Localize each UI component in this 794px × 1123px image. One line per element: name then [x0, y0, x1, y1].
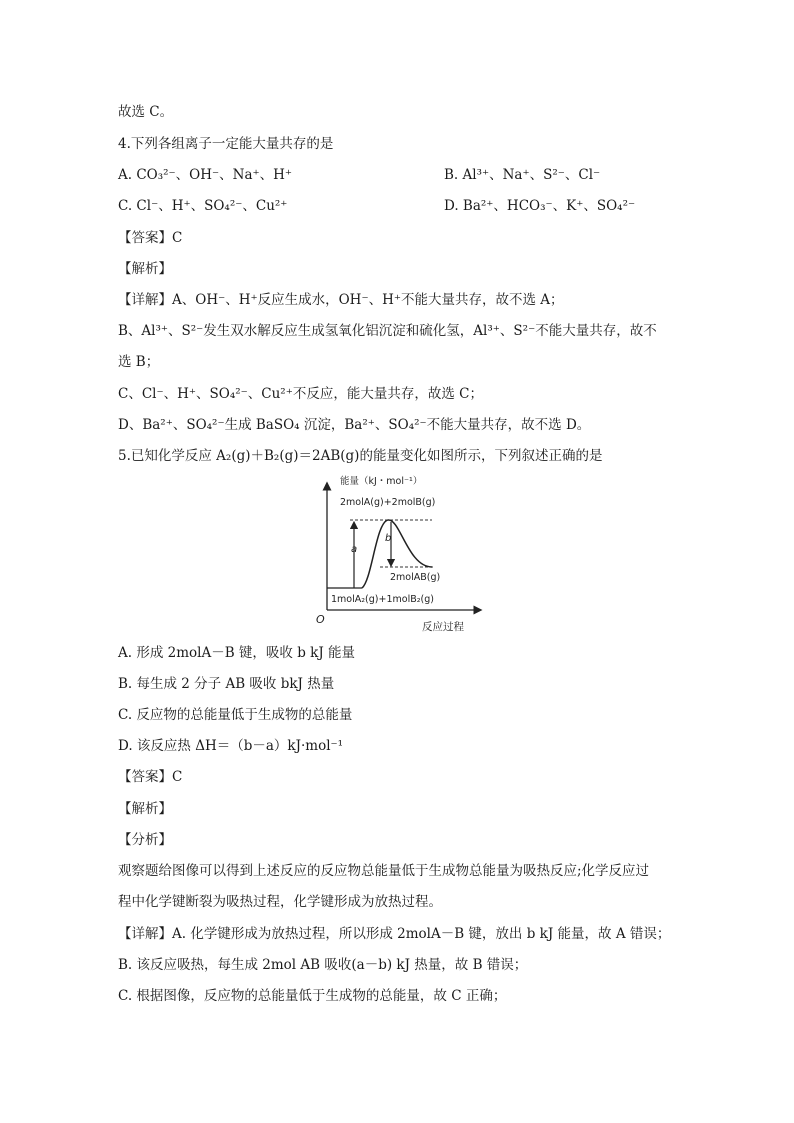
q5-fenxi-text-1: 观察题给图像可以得到上述反应的反应物总能量低于生成物总能量为吸热反应;化学反应过	[118, 863, 650, 879]
q4-detail-c: C、Cl⁻、H⁺、SO₄²⁻、Cu²⁺不反应，能大量共存，故选 C；	[118, 386, 483, 402]
y-axis-label: 能量（kJ・mol⁻¹）	[340, 476, 423, 487]
product-label: 2molAB(g)	[390, 572, 441, 583]
x-axis-label: 反应过程	[422, 621, 464, 633]
q5-detail-a: 【详解】A. 化学键形成为放热过程，所以形成 2molA－B 键，放出 b kJ 能量，故 A 错误；	[118, 926, 671, 942]
q5-option-d: D. 该反应热 ΔH＝（b－a）kJ·mol⁻¹	[118, 738, 344, 754]
q4-option-b: B. Al³⁺、Na⁺、S²⁻、Cl⁻	[444, 167, 601, 183]
q5-answer: 【答案】C	[118, 769, 183, 785]
reactant-label: 1molA₂(g)+1molB₂(g)	[331, 594, 434, 605]
q4-option-a: A. CO₃²⁻、OH⁻、Na⁺、H⁺	[118, 167, 293, 183]
top-level-label: 2molA(g)+2molB(g)	[340, 497, 436, 508]
arrow-b-label: b	[385, 533, 392, 544]
q4-detail-a: 【详解】A、OH⁻、H⁺反应生成水，OH⁻、H⁺不能大量共存，故不选 A；	[118, 292, 564, 308]
energy-diagram	[300, 470, 500, 635]
origin-label: O	[316, 613, 325, 626]
q4-answer: 【答案】C	[118, 230, 183, 246]
q5-detail-b: B. 该反应吸热，每生成 2mol AB 吸收(a－b) kJ 热量，故 B 错误；	[118, 957, 528, 973]
q5-detail-c: C. 根据图像，反应物的总能量低于生成物的总能量，故 C 正确；	[118, 988, 507, 1004]
arrow-a-label: a	[351, 544, 358, 555]
question-4-stem: 4.下列各组离子一定能大量共存的是	[118, 136, 334, 152]
q4-analysis-heading: 【解析】	[118, 261, 172, 277]
q4-option-d: D. Ba²⁺、HCO₃⁻、K⁺、SO₄²⁻	[444, 198, 636, 214]
q5-option-b: B. 每生成 2 分子 AB 吸收 bkJ 热量	[118, 676, 335, 692]
q5-analysis-heading: 【解析】	[118, 801, 172, 817]
q4-detail-b-cont: 选 B；	[118, 354, 160, 370]
text-line: 故选 C。	[118, 104, 174, 120]
q5-fenxi-text-2: 程中化学键断裂为吸热过程，化学键形成为放热过程。	[118, 894, 442, 910]
q5-fenxi-heading: 【分析】	[118, 832, 172, 848]
q4-detail-d: D、Ba²⁺、SO₄²⁻生成 BaSO₄ 沉淀，Ba²⁺、SO₄²⁻不能大量共存，故不选 D。	[118, 417, 591, 433]
q5-option-c: C. 反应物的总能量低于生成物的总能量	[118, 707, 353, 723]
q4-detail-b: B、Al³⁺、S²⁻发生双水解反应生成氢氧化铝沉淀和硫化氢，Al³⁺、S²⁻不能大量共存，故不	[118, 323, 657, 339]
question-5-stem: 5.已知化学反应 A₂(g)＋B₂(g)＝2AB(g)的能量变化如图所示，下列叙述正确的是	[118, 448, 603, 464]
q5-option-a: A. 形成 2molA－B 键，吸收 b kJ 能量	[118, 645, 356, 661]
q4-option-c: C. Cl⁻、H⁺、SO₄²⁻、Cu²⁺	[118, 198, 288, 214]
